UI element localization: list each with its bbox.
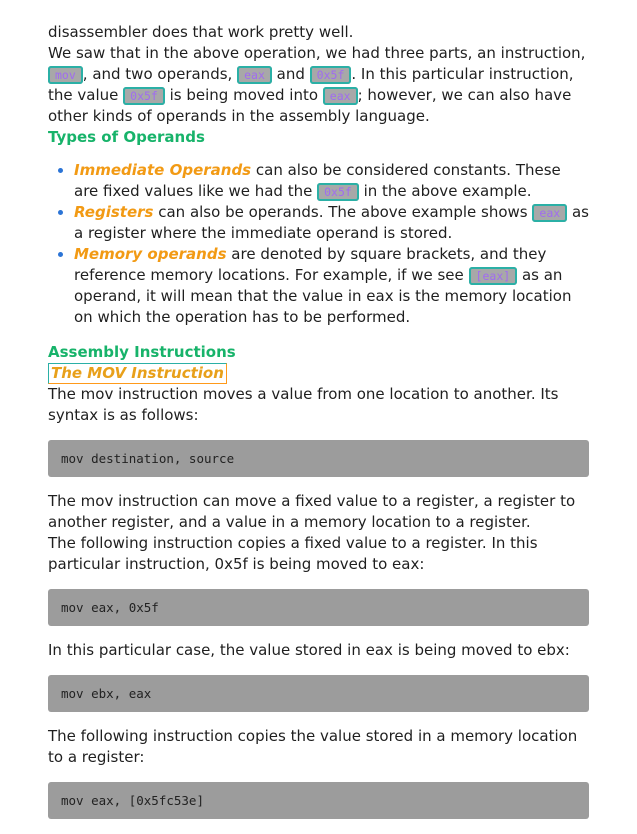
text-span: ; however, we can also have other kinds of operands in the assembly language. (48, 86, 572, 125)
inline-code-eax: eax (323, 87, 358, 105)
subheading-mov: The MOV Instruction (48, 363, 227, 384)
code-block: mov eax, [0x5fc53e] (48, 782, 589, 819)
inline-code-eax: eax (532, 204, 567, 222)
list-item (74, 244, 589, 328)
text-span: is being moved into (169, 86, 319, 104)
inline-code-0x5f: 0x5f (317, 183, 359, 201)
text-span: and (276, 65, 305, 83)
text-span: , and two operands, (82, 65, 233, 83)
text-span: can also be operands. The above example shows (158, 203, 528, 221)
text-span: are denoted by square brackets, and they reference memory locations. For example, if we see (74, 245, 547, 284)
text-span: . In this particular instruction, the value (48, 65, 574, 104)
mov-fixed-value: The following instruction copies a fixed value to a register. In this particular instruction, 0x5f is being moved to eax: (48, 534, 538, 573)
text-span: in the above example. (363, 182, 532, 200)
section-heading-instructions: Assembly Instructions (48, 343, 236, 361)
text-span: We saw that in the above operation, we had three parts, an instruction, (48, 44, 586, 62)
text-span: can also be considered constants. These are fixed values like we had the (74, 161, 561, 200)
section-heading-types: Types of Operands (48, 128, 205, 146)
inline-code-eax-bracket: [eax] (469, 267, 518, 285)
text-span: as an operand, it will mean that the value in eax is the memory location on which the operation has to be performed. (74, 266, 572, 326)
intro-paragraph (48, 43, 589, 127)
term-registers: Registers (74, 203, 154, 221)
operand-types-list (48, 160, 589, 328)
code-block: mov eax, 0x5f (48, 589, 589, 626)
inline-code-0x5f: 0x5f (123, 87, 165, 105)
code-block: mov ebx, eax (48, 675, 589, 712)
mov-capability: The mov instruction can move a fixed value to a register, a register to another register, and a value in a memory location to a register. (48, 492, 576, 531)
code-block: mov destination, source (48, 440, 589, 477)
term-immediate: Immediate Operands (74, 161, 252, 179)
inline-code-mov: mov (48, 66, 83, 84)
term-memory: Memory operands (74, 245, 227, 263)
mov-memory-case: The following instruction copies the value stored in a memory location to a register: (48, 727, 578, 766)
intro-line: disassembler does that work pretty well. (48, 23, 354, 41)
inline-code-0x5f: 0x5f (310, 66, 352, 84)
list-item (74, 160, 589, 202)
mov-description: The mov instruction moves a value from one location to another. Its syntax is as follows: (48, 385, 559, 424)
list-item (74, 202, 589, 244)
mov-register-case: In this particular case, the value stored in eax is being moved to ebx: (48, 641, 570, 659)
inline-code-eax: eax (237, 66, 272, 84)
text-span: as a register where the immediate operand is stored. (74, 203, 589, 242)
